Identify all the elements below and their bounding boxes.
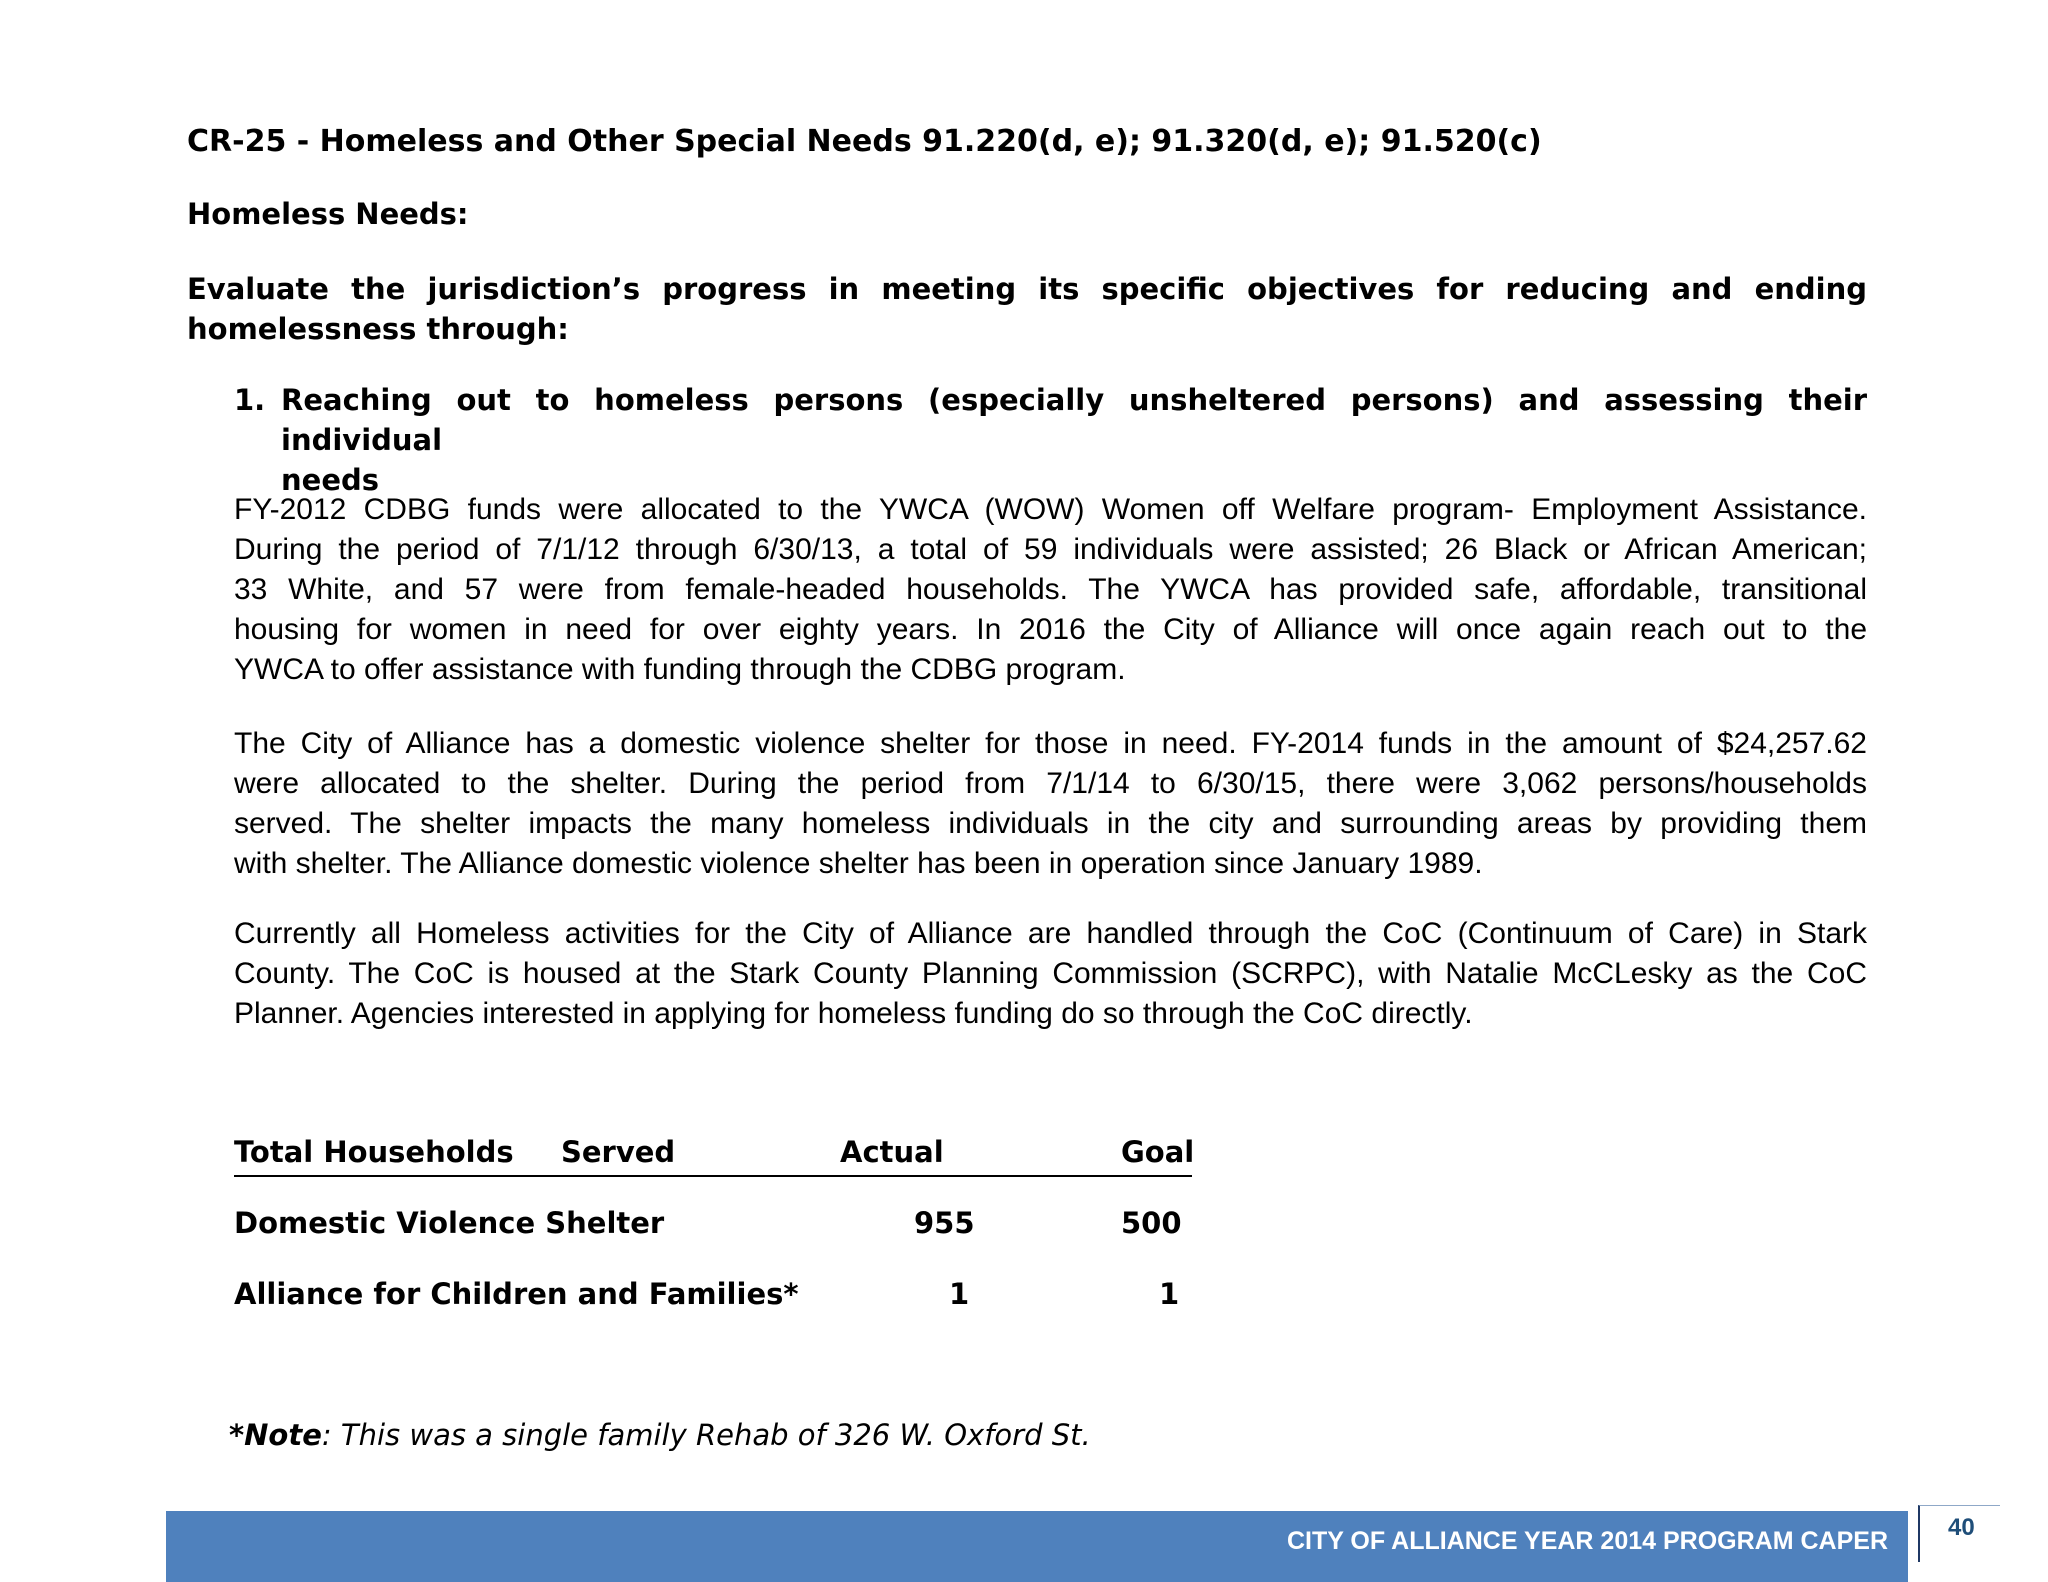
- page-number-box: [1918, 1505, 2000, 1562]
- numbered-item-1: [234, 380, 1867, 500]
- item-text: [281, 380, 1867, 500]
- paragraph-line: During the period of 7/1/12 through 6/30/13, a total of 59 individuals were assisted; 26 Black or African American;: [234, 533, 1867, 566]
- item-text-line-1: Reaching out to homeless persons (especially unsheltered persons) and assessing their individual: [281, 383, 1867, 457]
- header-actual: Actual: [840, 1135, 944, 1169]
- row-actual: 955: [914, 1206, 975, 1240]
- footnote: [229, 1418, 1091, 1452]
- row-goal: 1: [1159, 1277, 1180, 1311]
- question-line-1: Evaluate the jurisdiction’s progress in meeting its specific objectives for reducing and ending: [187, 272, 1867, 306]
- item-text-line-2: needs: [281, 463, 380, 497]
- paragraph-line: YWCA to offer assistance with funding through the CDBG program.: [234, 653, 1126, 686]
- row-label: Alliance for Children and Families*: [234, 1277, 799, 1311]
- table-row: [234, 1206, 1194, 1246]
- header-served: Served: [561, 1135, 676, 1169]
- paragraph-shelter: [234, 724, 1867, 884]
- page-number: 40: [1948, 1514, 1975, 1541]
- paragraph-line: FY-2012 CDBG funds were allocated to the YWCA (WOW) Women off Welfare program- Employment Assistance.: [234, 493, 1867, 526]
- paragraph-line: served. The shelter impacts the many homeless individuals in the city and surrounding areas by providing them: [234, 807, 1867, 840]
- paragraph-line: County. The CoC is housed at the Stark County Planning Commission (SCRPC), with Natalie McCLesky as the CoC: [234, 957, 1867, 990]
- paragraph-ywca: [234, 490, 1867, 690]
- row-label: Domestic Violence Shelter: [234, 1206, 665, 1240]
- paragraph-line: The City of Alliance has a domestic violence shelter for those in need. FY-2014 funds in the amount of $24,257.62: [234, 727, 1867, 760]
- evaluation-question: [187, 269, 1867, 349]
- paragraph-line: with shelter. The Alliance domestic violence shelter has been in operation since January 1989.: [234, 847, 1483, 880]
- homeless-needs-heading: Homeless Needs:: [187, 197, 469, 231]
- row-goal: 500: [1121, 1206, 1182, 1240]
- paragraph-line: 33 White, and 57 were from female-headed households. The YWCA has provided safe, affordable, transitional: [234, 573, 1867, 606]
- question-line-2: homelessness through:: [187, 312, 569, 346]
- footnote-text: : This was a single family Rehab of 326 W. Oxford St.: [321, 1418, 1091, 1452]
- footer-bar: [166, 1511, 1908, 1582]
- paragraph-coc: [234, 914, 1867, 1034]
- households-table-header: [234, 1135, 1195, 1177]
- table-row: [234, 1277, 1194, 1317]
- paragraph-line: were allocated to the shelter. During the period from 7/1/14 to 6/30/15, there were 3,062 persons/households: [234, 767, 1867, 800]
- item-number: 1.: [234, 383, 266, 417]
- row-actual: 1: [949, 1277, 970, 1311]
- paragraph-line: Currently all Homeless activities for the City of Alliance are handled through the CoC (Continuum of Care) in Stark: [234, 917, 1867, 950]
- footer-title: CITY OF ALLIANCE YEAR 2014 PROGRAM CAPER: [1286, 1527, 1888, 1555]
- header-goal: Goal: [1121, 1135, 1195, 1169]
- footnote-prefix: *Note: [229, 1418, 322, 1452]
- header-total-households: Total Households: [234, 1135, 514, 1169]
- section-title: CR-25 - Homeless and Other Special Needs 91.220(d, e); 91.320(d, e); 91.520(c): [187, 124, 1542, 159]
- paragraph-line: housing for women in need for over eighty years. In 2016 the City of Alliance will once again reach out to the: [234, 613, 1867, 646]
- paragraph-line: Planner. Agencies interested in applying for homeless funding do so through the CoC directly.: [234, 997, 1473, 1030]
